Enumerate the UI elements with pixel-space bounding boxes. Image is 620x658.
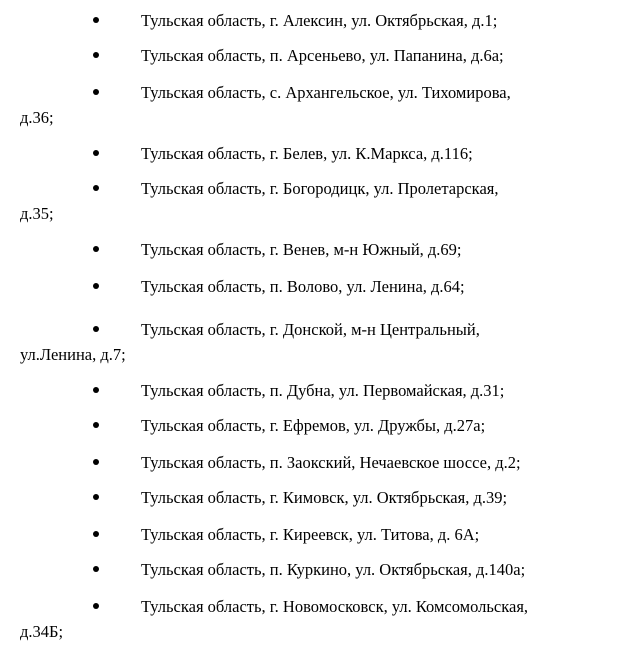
address-text: Тульская область, п. Куркино, ул. Октябрьская, д.140а; [141, 560, 526, 579]
address-text: Тульская область, г. Алексин, ул. Октябрьская, д.1; [141, 11, 498, 30]
address-text: Тульская область, г. Кимовск, ул. Октябрьская, д.39; [141, 488, 508, 507]
bullet-icon [93, 89, 99, 95]
bullet-icon [93, 494, 99, 500]
bullet-icon [93, 459, 99, 465]
address-text-continuation: д.34Б; [20, 622, 64, 641]
bullet-icon [93, 150, 99, 156]
address-text: Тульская область, г. Венев, м-н Южный, д.69; [141, 240, 462, 259]
bullet-icon [93, 387, 99, 393]
bullet-icon [93, 566, 99, 572]
address-text: Тульская область, г. Донской, м-н Центральный, [141, 320, 480, 339]
address-text: Тульская область, п. Заокский, Нечаевское шоссе, д.2; [141, 453, 521, 472]
bullet-icon [93, 531, 99, 537]
bullet-icon [93, 603, 99, 609]
address-text: Тульская область, г. Киреевск, ул. Титова, д. 6А; [141, 525, 480, 544]
bullet-icon [93, 283, 99, 289]
bullet-icon [93, 52, 99, 58]
address-text: Тульская область, п. Арсеньево, ул. Папанина, д.6а; [141, 46, 504, 65]
address-text: Тульская область, г. Богородицк, ул. Пролетарская, [141, 179, 499, 198]
bullet-icon [93, 422, 99, 428]
address-text: Тульская область, п. Дубна, ул. Первомайская, д.31; [141, 381, 505, 400]
bullet-icon [93, 246, 99, 252]
address-text: Тульская область, г. Ефремов, ул. Дружбы, д.27а; [141, 416, 486, 435]
address-text: Тульская область, п. Волово, ул. Ленина, д.64; [141, 277, 465, 296]
address-text-continuation: ул.Ленина, д.7; [20, 345, 126, 364]
address-text-continuation: д.36; [20, 108, 54, 127]
bullet-icon [93, 185, 99, 191]
bullet-icon [93, 17, 99, 23]
address-text: Тульская область, г. Новомосковск, ул. Комсомольская, [141, 597, 529, 616]
bullet-icon [93, 326, 99, 332]
address-text: Тульская область, г. Белев, ул. К.Маркса, д.116; [141, 144, 473, 163]
address-text: Тульская область, с. Архангельское, ул. Тихомирова, [141, 83, 511, 102]
address-text-continuation: д.35; [20, 204, 54, 223]
